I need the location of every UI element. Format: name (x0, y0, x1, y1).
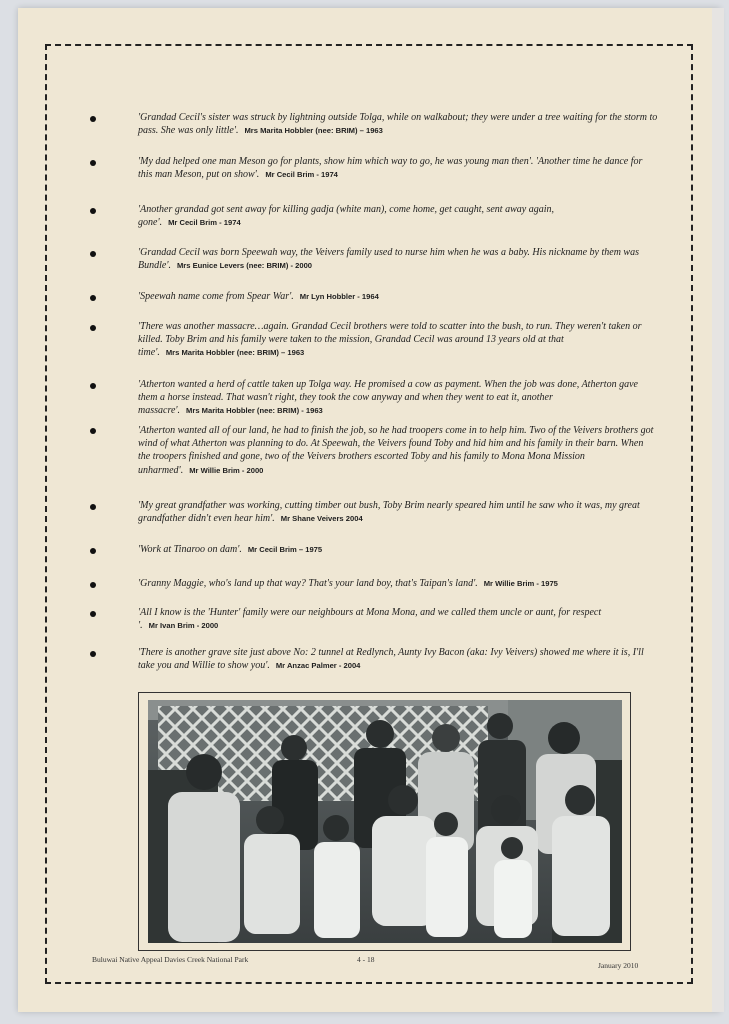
quote-11 (138, 577, 658, 590)
quote-5 (138, 290, 658, 303)
bullet-icon (90, 251, 96, 257)
quote-text: 'All I know is the 'Hunter' family were our neighbours at Mona Mona, and we called them uncle or aunt, for respect '. (138, 607, 602, 632)
bullet-icon (90, 548, 96, 554)
quote-12 (138, 606, 658, 632)
bullet-icon (90, 208, 96, 214)
family-photograph (148, 700, 622, 943)
bullet-icon (90, 582, 96, 588)
quote-attribution: Mr Anzac Palmer - 2004 (275, 661, 361, 671)
bullet-icon (90, 116, 96, 122)
quote-text: 'Atherton wanted all of our land, he had to finish the job, so he had troopers come in to help him. Two of the Veivers brothers got wind of what Atherton was planning to do. At Speewah, the Veivers found Toby and hid him and his family in their barn. When the troopers finished and gone, two of the Veivers brothers escorted Toby and his family to Mona Mona Mission unharmed'. (138, 425, 654, 476)
page-edge (712, 8, 724, 1012)
quote-3 (138, 203, 658, 229)
quote-8 (138, 424, 658, 477)
bullet-icon (90, 160, 96, 166)
bullet-icon (90, 504, 96, 510)
quote-attribution: Mr Cecil Brim - 1974 (265, 170, 338, 180)
bullet-icon (90, 651, 96, 657)
quote-10 (138, 543, 658, 556)
quote-text: 'Atherton wanted a herd of cattle taken up Tolga way. He promised a cow as payment. When the job was done, Atherton gave them a horse instead. That wasn't right, they took the cow anyway and when they went to eat it, another massacre'. (138, 379, 638, 417)
quote-text: 'Grandad Cecil's sister was struck by lightning outside Tolga, while on walkabout; they were under a tree waiting for the storm to pass. She was only little'. (138, 112, 658, 137)
bullet-icon (90, 428, 96, 434)
photo-image (148, 700, 622, 943)
bullet-icon (90, 295, 96, 301)
quote-attribution: Mr Shane Veivers 2004 (280, 514, 363, 524)
quote-attribution: Mrs Marita Hobbler (nee: BRIM) – 1963 (244, 126, 383, 136)
bullet-icon (90, 383, 96, 389)
quote-attribution: Mrs Marita Hobbler (nee: BRIM) – 1963 (165, 348, 305, 358)
footer-title: Buluwai Native Appeal Davies Creek National Park (92, 955, 249, 964)
page-number: 4 - 18 (357, 955, 375, 964)
quote-text: 'There was another massacre…again. Grandad Cecil brothers were told to scatter into the bush, to run. They weren't taken or killed. Toby Brim and his family were taken to the mission, Grandad Cecil was around 13 years old at that time'. (138, 321, 642, 359)
quote-attribution: Mr Cecil Brim – 1975 (247, 545, 323, 554)
quote-1 (138, 111, 658, 137)
quote-attribution: Mr Ivan Brim - 2000 (148, 621, 219, 631)
quote-4 (138, 246, 658, 272)
quote-attribution: Mr Lyn Hobbler - 1964 (299, 292, 379, 301)
quote-text: 'There is another grave site just above No: 2 tunnel at Redlynch, Aunty Ivy Bacon (aka: Ivy Veivers) showed me where it is, I'll take you and Willie to show you'. (138, 647, 644, 672)
quote-text: 'My great grandfather was working, cutting timber out bush, Toby Brim nearly speared him until he saw who it was, my great grandfather didn't even hear him'. (138, 500, 640, 525)
quote-text: 'Granny Maggie, who's land up that way? That's your land boy, that's Taipan's land'. (138, 578, 478, 589)
quote-attribution: Mr Willie Brim - 1975 (483, 579, 558, 588)
quote-text: 'Speewah name come from Spear War'. (138, 291, 294, 302)
quote-attribution: Mrs Eunice Levers (nee: BRIM) - 2000 (176, 261, 313, 271)
quote-text: 'Grandad Cecil was born Speewah way, the Veivers family used to nurse him when he was a baby. His nickname by them was Bundle'. (138, 247, 639, 272)
quote-text: 'My dad helped one man Meson go for plants, show him which way to go, he was young man then'. 'Another time he dance for this man Meson, put on show'. (138, 156, 643, 181)
quote-text: 'Work at Tinaroo on dam'. (138, 544, 242, 555)
quote-attribution: Mrs Marita Hobbler (nee: BRIM) - 1963 (186, 406, 323, 416)
bullet-icon (90, 325, 96, 331)
bullet-icon (90, 611, 96, 617)
quote-13 (138, 646, 658, 672)
quote-2 (138, 155, 658, 181)
quote-attribution: Mr Willie Brim - 2000 (189, 465, 264, 475)
quote-6 (138, 320, 658, 360)
quote-7 (138, 378, 658, 418)
footer-date: January 2010 (598, 961, 639, 970)
quote-attribution: Mr Cecil Brim - 1974 (168, 218, 241, 228)
quote-9 (138, 499, 658, 525)
quote-text: 'Another grandad got sent away for killing gadja (white man), come home, get caught, sent away again, gone'. (138, 204, 554, 229)
